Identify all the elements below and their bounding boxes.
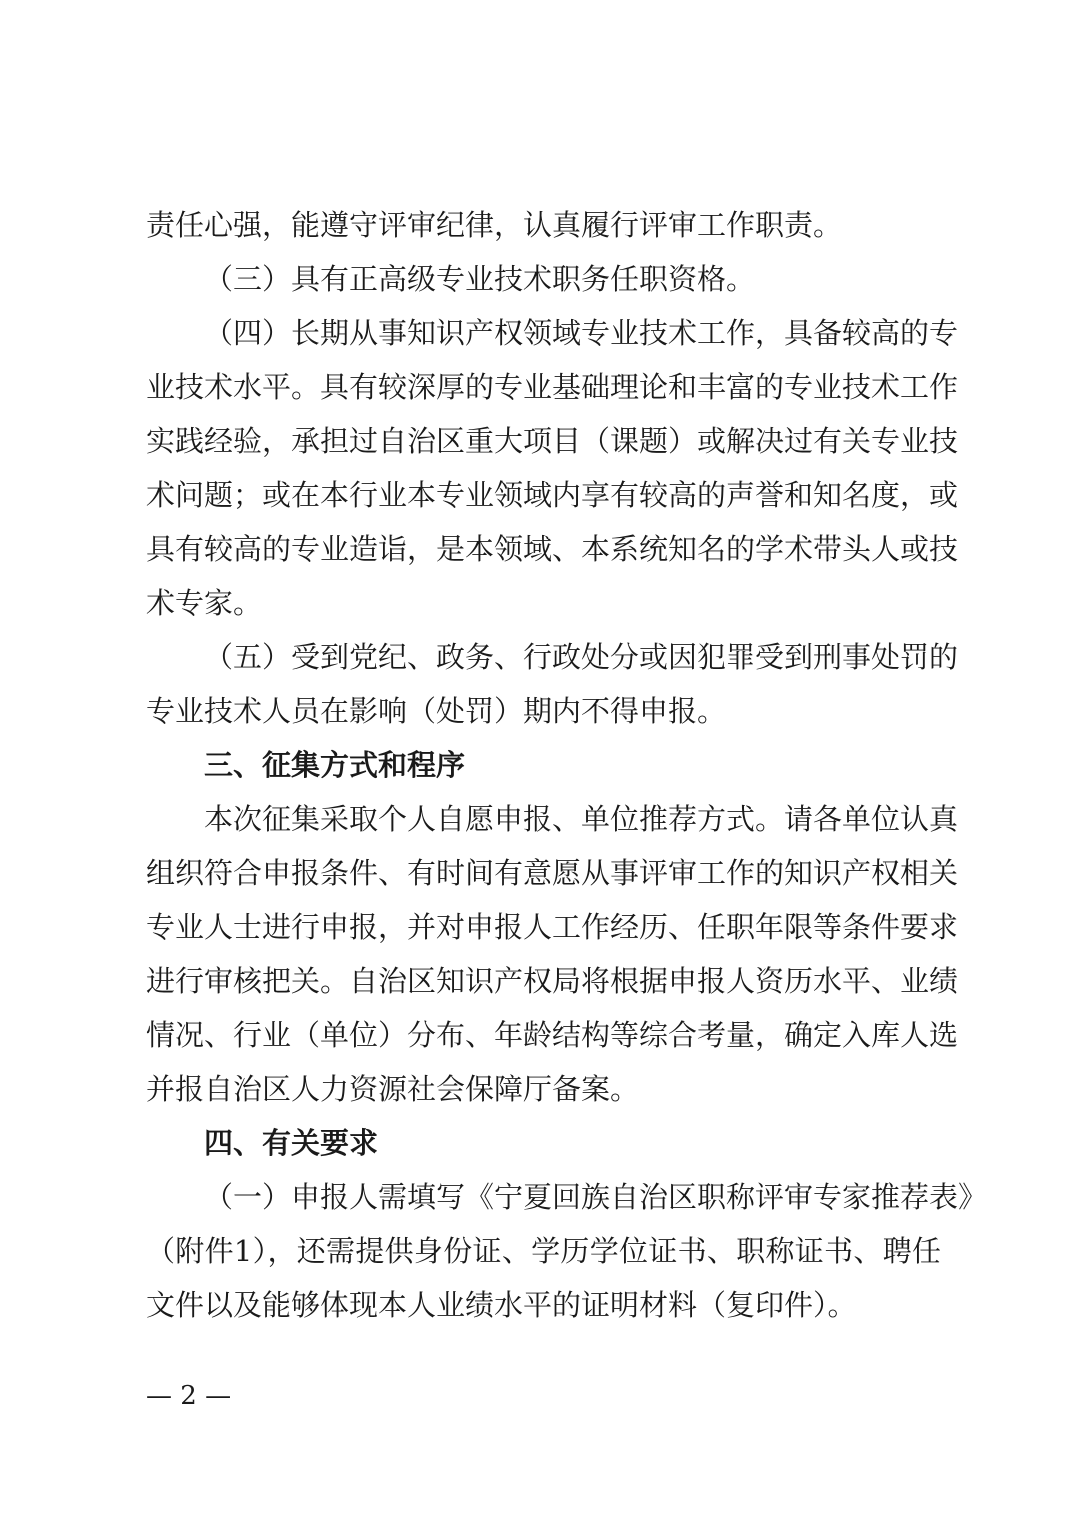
page-number: — 2 —: [146, 1381, 232, 1411]
body-text-line: 责任心强，能遵守评审纪律，认真履行评审工作职责。: [146, 208, 843, 242]
body-text-line: 具有较高的专业造诣，是本领域、本系统知名的学术带头人或技: [146, 532, 959, 566]
body-text-line: （五）受到党纪、政务、行政处分或因犯罪受到刑事处罚的: [204, 640, 959, 674]
body-text-line: 进行审核把关。自治区知识产权局将根据申报人资历水平、业绩: [146, 964, 959, 998]
section-heading: 三、征集方式和程序: [204, 748, 466, 782]
body-text-line: （三）具有正高级专业技术职务任职资格。: [204, 262, 756, 296]
body-text-line: 业技术水平。具有较深厚的专业基础理论和丰富的专业技术工作: [146, 370, 959, 404]
body-text-line: 组织符合申报条件、有时间有意愿从事评审工作的知识产权相关: [146, 856, 959, 890]
body-text-line: 术专家。: [146, 586, 263, 620]
body-text-line: 术问题；或在本行业本专业领域内享有较高的声誉和知名度，或: [146, 478, 959, 512]
section-heading: 四、有关要求: [204, 1126, 379, 1160]
body-text-line: 专业人士进行申报，并对申报人工作经历、任职年限等条件要求: [146, 910, 959, 944]
body-text-line: （一）申报人需填写《宁夏回族自治区职称评审专家推荐表》: [204, 1180, 988, 1214]
body-text-line: 实践经验，承担过自治区重大项目（课题）或解决过有关专业技: [146, 424, 959, 458]
body-text-line: 文件以及能够体现本人业绩水平的证明材料（复印件）。: [146, 1288, 857, 1322]
body-text-line: 专业技术人员在影响（处罚）期内不得申报。: [146, 694, 727, 728]
body-text-line: 情况、行业（单位）分布、年龄结构等综合考量，确定入库人选: [146, 1018, 959, 1052]
body-text-line: （四）长期从事知识产权领域专业技术工作，具备较高的专: [204, 316, 959, 350]
body-text-line: 并报自治区人力资源社会保障厅备案。: [146, 1072, 640, 1106]
body-text-line: 本次征集采取个人自愿申报、单位推荐方式。请各单位认真: [204, 802, 959, 836]
body-text-line: （附件1），还需提供身份证、学历学位证书、职称证书、聘任: [146, 1234, 941, 1268]
